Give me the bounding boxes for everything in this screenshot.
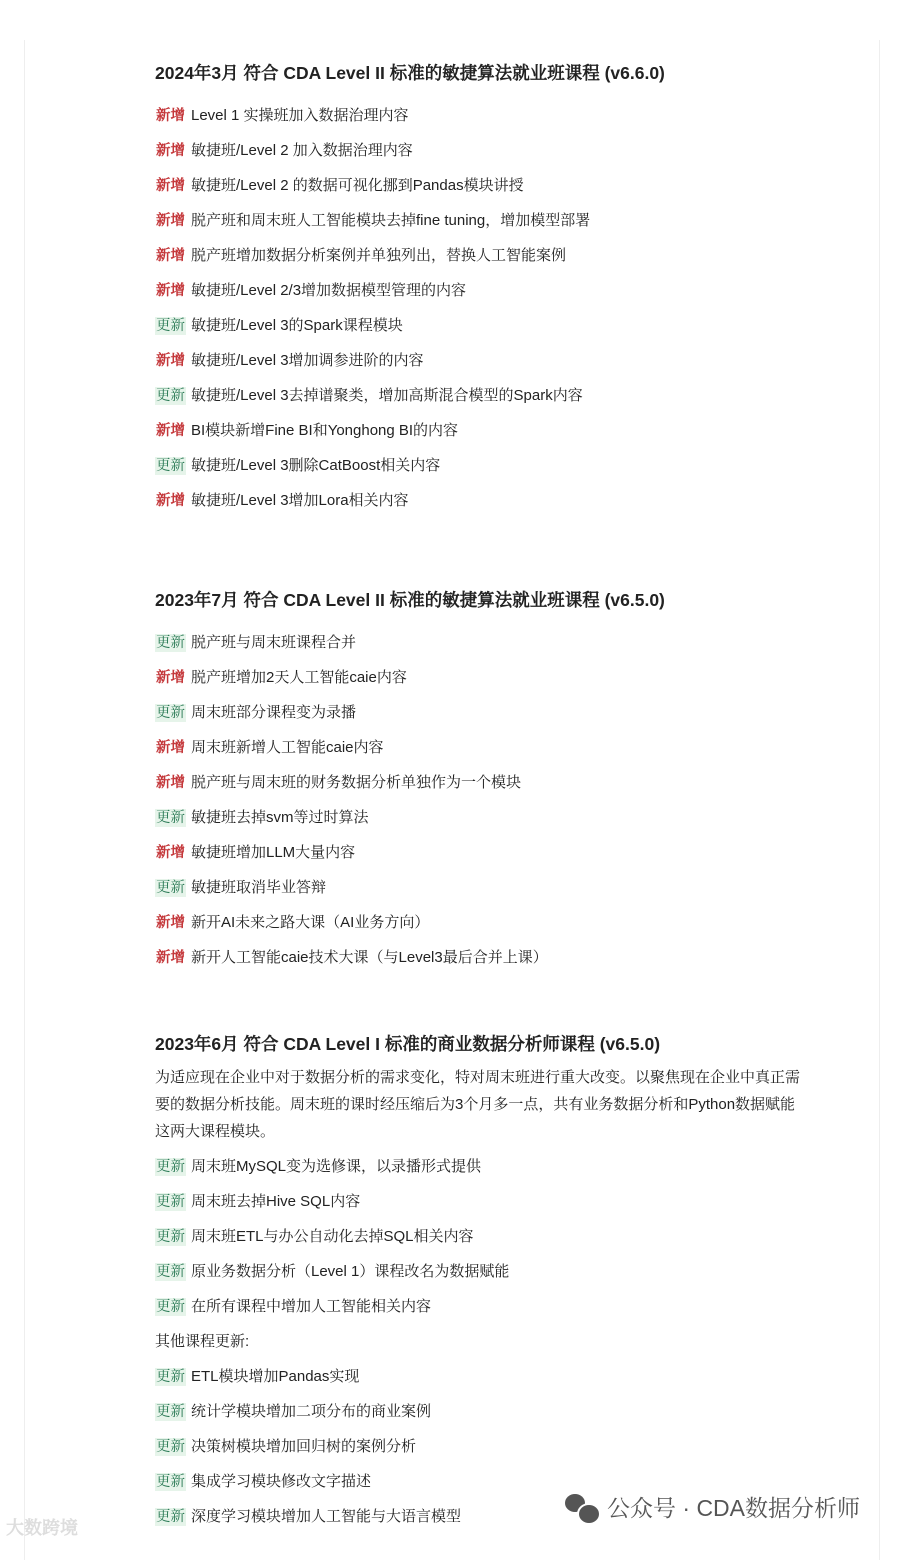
changelog-item bbox=[155, 765, 665, 800]
item-text: 敏捷班/Level 3增加Lora相关内容 bbox=[191, 492, 409, 509]
item-text: 脱产班和周末班人工智能模块去掉fine tuning，增加模型部署 bbox=[191, 212, 591, 229]
changelog-item bbox=[155, 308, 665, 343]
tag-update: 更新 bbox=[156, 1509, 185, 1525]
tag-new: 新增 bbox=[156, 108, 185, 124]
tag-new: 新增 bbox=[156, 423, 185, 439]
item-text: 敏捷班增加LLM大量内容 bbox=[191, 844, 356, 861]
item-text: 周末班去掉Hive SQL内容 bbox=[191, 1193, 361, 1210]
item-text: 周末班ETL与办公自动化去掉SQL相关内容 bbox=[191, 1228, 474, 1245]
other-updates-label: 其他课程更新: bbox=[155, 1333, 250, 1350]
item-text: 敏捷班/Level 2/3增加数据模型管理的内容 bbox=[191, 282, 467, 299]
tag-update: 更新 bbox=[156, 1229, 185, 1245]
item-text: 统计学模块增加二项分布的商业案例 bbox=[191, 1403, 432, 1420]
changelog-item bbox=[155, 1149, 805, 1184]
item-text: 敏捷班/Level 2 的数据可视化挪到Pandas模块讲授 bbox=[191, 177, 524, 194]
changelog-item bbox=[155, 1289, 805, 1324]
item-text: 集成学习模块修改文字描述 bbox=[191, 1473, 372, 1490]
changelog-item bbox=[155, 730, 665, 765]
section-2023-06 bbox=[155, 1032, 805, 1534]
changelog-item bbox=[155, 448, 665, 483]
wechat-watermark bbox=[565, 1490, 860, 1523]
changelog-item bbox=[155, 1184, 805, 1219]
tag-update: 更新 bbox=[156, 1439, 185, 1455]
changelog-item bbox=[155, 870, 665, 905]
item-text: 深度学习模块增加人工智能与大语言模型 bbox=[191, 1508, 462, 1525]
tag-new: 新增 bbox=[156, 143, 185, 159]
tag-new: 新增 bbox=[156, 915, 185, 931]
changelog-item bbox=[155, 940, 665, 975]
item-text: 敏捷班去掉svm等过时算法 bbox=[191, 809, 369, 826]
wechat-account-label: 公众号 · CDA数据分析师 bbox=[607, 1495, 860, 1521]
changelog-item bbox=[155, 695, 665, 730]
tag-new: 新增 bbox=[156, 213, 185, 229]
item-text: 敏捷班/Level 3的Spark课程模块 bbox=[191, 317, 403, 334]
item-text: 敏捷班/Level 2 加入数据治理内容 bbox=[191, 142, 413, 159]
section-title: 2023年6月 符合 CDA Level I 标准的商业数据分析师课程 (v6.5.0) bbox=[155, 1034, 661, 1054]
tag-update: 更新 bbox=[156, 1369, 185, 1385]
tag-update: 更新 bbox=[156, 1264, 185, 1280]
changelog-item bbox=[155, 238, 665, 273]
tag-new: 新增 bbox=[156, 493, 185, 509]
changelog-item bbox=[155, 1219, 805, 1254]
changelog-item bbox=[155, 905, 665, 940]
changelog-item bbox=[155, 1394, 805, 1429]
changelog-item bbox=[155, 1429, 805, 1464]
tag-new: 新增 bbox=[156, 248, 185, 264]
changelog-item bbox=[155, 168, 665, 203]
changelog-item bbox=[155, 378, 665, 413]
section-2023-07 bbox=[155, 588, 665, 975]
site-watermark: 大数跨境 bbox=[6, 1518, 78, 1538]
item-text: 周末班MySQL变为选修课，以录播形式提供 bbox=[191, 1158, 482, 1175]
item-text: 敏捷班/Level 3增加调参进阶的内容 bbox=[191, 352, 424, 369]
tag-new: 新增 bbox=[156, 775, 185, 791]
changelog-item bbox=[155, 273, 665, 308]
item-text: 周末班新增人工智能caie内容 bbox=[191, 739, 384, 756]
changelog-item bbox=[155, 625, 665, 660]
tag-update: 更新 bbox=[156, 810, 185, 826]
changelog-item bbox=[155, 413, 665, 448]
tag-update: 更新 bbox=[156, 318, 185, 334]
item-text: 敏捷班/Level 3去掉谱聚类，增加高斯混合模型的Spark内容 bbox=[191, 387, 583, 404]
wechat-icon bbox=[565, 1492, 599, 1522]
item-text: BI模块新增Fine BI和Yonghong BI的内容 bbox=[191, 422, 459, 439]
tag-update: 更新 bbox=[156, 1159, 185, 1175]
item-text: 脱产班与周末班课程合并 bbox=[191, 634, 357, 651]
item-text: 决策树模块增加回归树的案例分析 bbox=[191, 1438, 417, 1455]
tag-update: 更新 bbox=[156, 1474, 185, 1490]
item-text: ETL模块增加Pandas实现 bbox=[191, 1368, 360, 1385]
item-text: 新开人工智能caie技术大课（与Level3最后合并上课） bbox=[191, 949, 548, 966]
tag-new: 新增 bbox=[156, 950, 185, 966]
tag-new: 新增 bbox=[156, 740, 185, 756]
section-title: 2024年3月 符合 CDA Level II 标准的敏捷算法就业班课程 (v6.6.0) bbox=[155, 63, 665, 83]
tag-update: 更新 bbox=[156, 635, 185, 651]
section-title: 2023年7月 符合 CDA Level II 标准的敏捷算法就业班课程 (v6.5.0) bbox=[155, 590, 665, 610]
tag-new: 新增 bbox=[156, 670, 185, 686]
item-text: 脱产班增加数据分析案例并单独列出，替换人工智能案例 bbox=[191, 247, 567, 264]
tag-update: 更新 bbox=[156, 1404, 185, 1420]
tag-new: 新增 bbox=[156, 283, 185, 299]
item-text: 脱产班增加2天人工智能caie内容 bbox=[191, 669, 407, 686]
tag-update: 更新 bbox=[156, 1194, 185, 1210]
changelog-item bbox=[155, 343, 665, 378]
item-text: Level 1 实操班加入数据治理内容 bbox=[191, 107, 409, 124]
item-text: 原业务数据分析（Level 1）课程改名为数据赋能 bbox=[191, 1263, 510, 1280]
tag-new: 新增 bbox=[156, 845, 185, 861]
changelog-item bbox=[155, 800, 665, 835]
item-text: 敏捷班取消毕业答辩 bbox=[191, 879, 327, 896]
changelog-item bbox=[155, 1254, 805, 1289]
changelog-item bbox=[155, 835, 665, 870]
changelog-item bbox=[155, 203, 665, 238]
tag-update: 更新 bbox=[156, 880, 185, 896]
item-text: 周末班部分课程变为录播 bbox=[191, 704, 357, 721]
item-text: 脱产班与周末班的财务数据分析单独作为一个模块 bbox=[191, 774, 522, 791]
tag-update: 更新 bbox=[156, 705, 185, 721]
item-text: 敏捷班/Level 3删除CatBoost相关内容 bbox=[191, 457, 441, 474]
section-2024-03 bbox=[155, 61, 665, 518]
tag-update: 更新 bbox=[156, 458, 185, 474]
changelog-item bbox=[155, 660, 665, 695]
section-description: 为适应现在企业中对于数据分析的需求变化，特对周末班进行重大改变。以聚焦现在企业中真正需要的数据分析技能。周末班的课时经压缩后为3个月多一点，共有业务数据分析和Python数据赋能这两大课程模块。 bbox=[155, 1069, 801, 1140]
tag-update: 更新 bbox=[156, 388, 185, 404]
item-text: 在所有课程中增加人工智能相关内容 bbox=[191, 1298, 432, 1315]
changelog-item bbox=[155, 1359, 805, 1394]
changelog-item bbox=[155, 483, 665, 518]
tag-new: 新增 bbox=[156, 178, 185, 194]
tag-update: 更新 bbox=[156, 1299, 185, 1315]
item-text: 新开AI未来之路大课（AI业务方向） bbox=[191, 914, 430, 931]
tag-new: 新增 bbox=[156, 353, 185, 369]
changelog-item bbox=[155, 133, 665, 168]
changelog-item bbox=[155, 98, 665, 133]
